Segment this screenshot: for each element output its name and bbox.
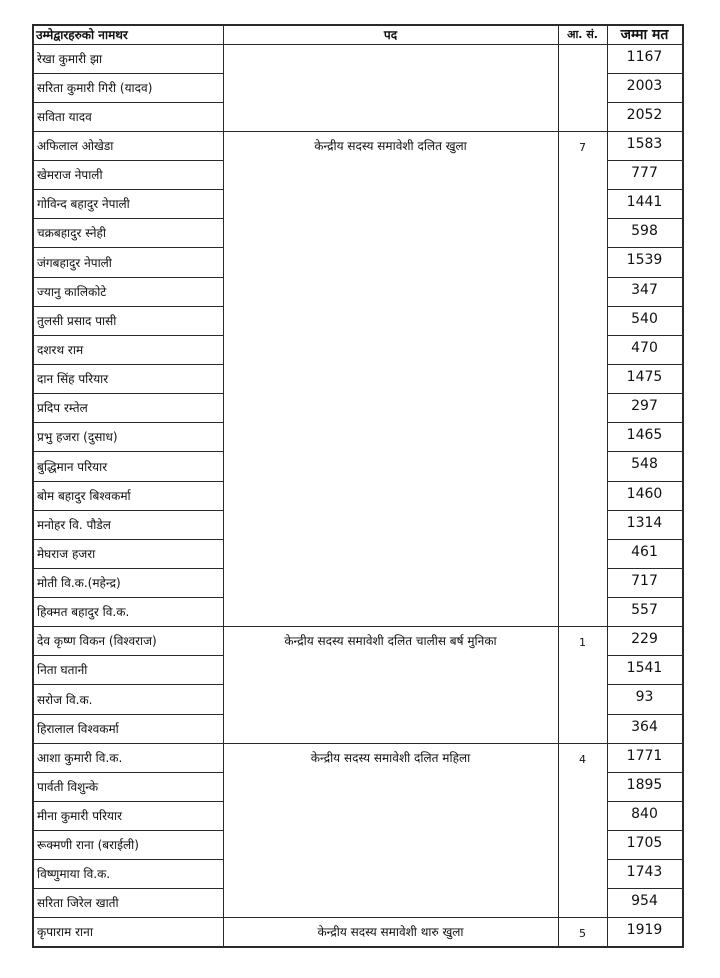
total-votes: 1475 xyxy=(626,368,663,385)
candidate-name: मीना कुमारी परियार xyxy=(37,809,123,823)
total-votes: 1441 xyxy=(626,193,663,210)
candidate-name: रूक्मणी राना (बराईली) xyxy=(37,838,139,852)
seat-count: 5 xyxy=(579,927,586,940)
candidate-name: पार्वती विशुन्के xyxy=(37,780,99,794)
candidate-name: रेखा कुमारी झा xyxy=(37,52,103,66)
total-votes: 1705 xyxy=(626,834,663,851)
total-votes: 1539 xyxy=(626,252,663,268)
total-votes: 2052 xyxy=(626,106,663,123)
total-votes: 598 xyxy=(631,222,658,239)
candidate-name: प्रभु हजरा (दुसाध) xyxy=(37,430,118,444)
total-votes: 954 xyxy=(631,892,658,909)
total-votes: 1460 xyxy=(626,485,663,502)
total-votes: 470 xyxy=(631,339,658,356)
total-votes: 1541 xyxy=(626,659,663,676)
total-votes: 229 xyxy=(631,630,658,647)
candidate-name: आशा कुमारी वि.क. xyxy=(37,751,123,765)
total-votes: 1583 xyxy=(626,135,663,152)
candidate-name: मेघराज हजरा xyxy=(37,547,96,561)
candidate-name: चक्रबहादुर स्नेही xyxy=(37,226,106,240)
seat-count: 4 xyxy=(579,753,586,766)
header-total-votes: जम्मा मत xyxy=(620,26,669,43)
candidate-name: सरिता कुमारी गिरी (यादव) xyxy=(37,81,153,95)
total-votes: 1743 xyxy=(626,863,663,880)
candidate-name: तुलसी प्रसाद पासी xyxy=(37,314,117,328)
header-post: पद xyxy=(383,27,398,42)
candidate-name: दान सिंह परियार xyxy=(37,372,109,386)
candidate-name: हिरालाल विश्वकर्मा xyxy=(37,722,119,736)
candidate-name: अफिलाल ओखेडा xyxy=(37,139,114,153)
total-votes: 1895 xyxy=(626,776,663,793)
total-votes: 777 xyxy=(631,164,658,181)
candidate-name: सरोज वि.क. xyxy=(37,692,93,707)
candidate-name: कृपाराम राना xyxy=(37,925,93,939)
total-votes: 364 xyxy=(631,718,658,735)
candidate-name: बोम बहादुर बिश्वकर्मा xyxy=(37,489,131,503)
column-divider xyxy=(223,24,224,946)
candidate-name: खेमराज नेपाली xyxy=(37,168,103,182)
total-votes: 2003 xyxy=(626,77,663,94)
table-border-right xyxy=(682,24,684,948)
candidate-name: जंगबहादुर नेपाली xyxy=(37,255,112,270)
header-candidate-name: उम्मेद्वारहरुको नामथर xyxy=(36,27,128,42)
header-seats: आ. सं. xyxy=(567,27,598,41)
total-votes: 93 xyxy=(635,689,654,705)
candidate-name: हिक्मत बहादुर वि.क. xyxy=(37,605,130,619)
candidate-name: बुद्धिमान परियार xyxy=(37,459,108,474)
total-votes: 1167 xyxy=(626,48,663,65)
post-title: केन्द्रीय सदस्य समावेशी थारु खुला xyxy=(317,925,464,939)
candidate-name: ज्यानु कालिकोटे xyxy=(37,285,107,299)
total-votes: 540 xyxy=(631,310,658,327)
candidate-name: मोती वि.क.(महेन्द्र) xyxy=(37,576,121,590)
total-votes: 1465 xyxy=(626,426,663,443)
candidate-name: प्रदिप रम्तेल xyxy=(37,401,88,415)
total-votes: 548 xyxy=(631,456,658,472)
candidate-name: निता घतानी xyxy=(37,663,88,677)
total-votes: 557 xyxy=(631,601,658,618)
total-votes: 461 xyxy=(631,543,658,560)
post-title: केन्द्रीय सदस्य समावेशी दलित चालीस बर्ष मुनिका xyxy=(284,634,497,648)
total-votes: 1314 xyxy=(626,514,663,531)
seat-count: 1 xyxy=(579,636,586,649)
seat-count: 7 xyxy=(579,141,586,154)
total-votes: 1919 xyxy=(626,921,663,938)
column-divider xyxy=(558,24,559,946)
candidate-name: दशरथ राम xyxy=(37,343,84,357)
candidate-name: विष्णुमाया वि.क. xyxy=(37,867,111,881)
table-border-top xyxy=(32,24,684,26)
candidate-name: गोविन्द बहादुर नेपाली xyxy=(37,197,130,211)
candidate-name: सरिता जिरेल खाती xyxy=(37,896,119,910)
candidate-name: देव कृष्ण विकन (विश्वराज) xyxy=(37,634,157,648)
total-votes: 347 xyxy=(631,281,658,298)
total-votes: 840 xyxy=(631,805,658,822)
candidate-name: मनोहर वि. पौडेल xyxy=(37,518,111,532)
total-votes: 1771 xyxy=(626,747,663,764)
post-title: केन्द्रीय सदस्य समावेशी दलित खुला xyxy=(314,139,467,153)
total-votes: 717 xyxy=(631,572,658,589)
candidate-name: सविता यादव xyxy=(37,110,92,124)
post-title: केन्द्रीय सदस्य समावेशी दलित महिला xyxy=(310,751,471,765)
total-votes: 297 xyxy=(631,397,658,414)
